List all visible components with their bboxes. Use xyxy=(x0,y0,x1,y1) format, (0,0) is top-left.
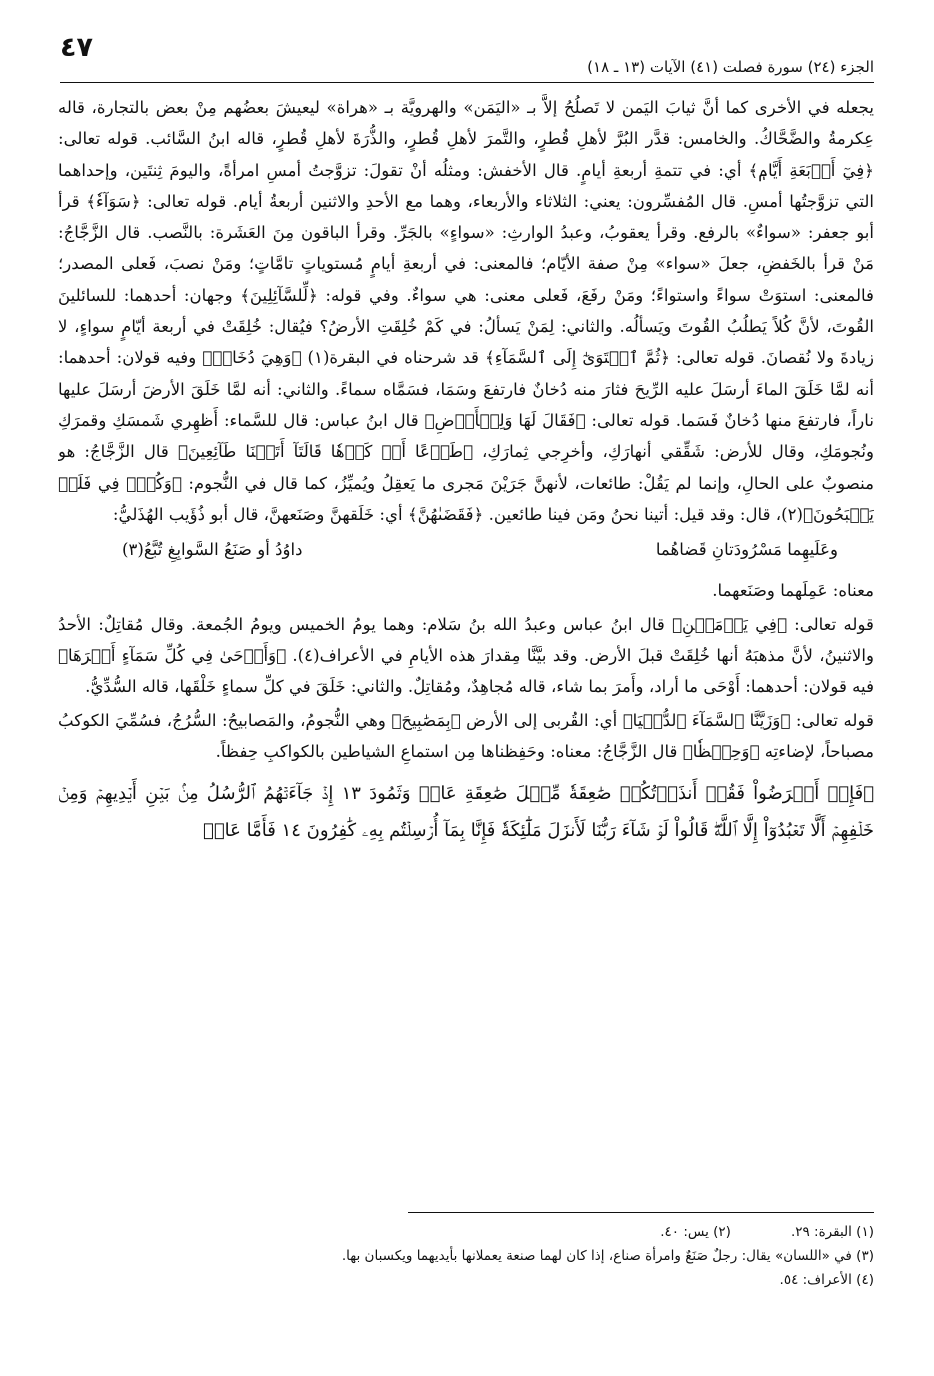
commentary-paragraph: قوله تعالى: ﴿فِي يَوۡمَيۡنِ﴾ قال ابنُ عباس وعبدُ الله بنُ سَلام: وهما يومُ الخميس ويومُ الجُمعة. وقال مُقاتِلٌ: الأحدُ والاثنينُ، لأنَّ مذهبَهُ أنها خُلِقَتْ قبلَ الأرض. وقد بيَّنَّا مِقدارَ هذه الأيامِ في الأعراف(٤). ﴿وَأَوۡحَىٰ فِي كُلِّ سَمَآءٍ أَمۡرَهَا﴾ فيه قولان: أحدهما: أَوْحَى ما أراد، وأَمرَ بما شاء، قاله مُجاهِدٌ، ومُقاتِلٌ. والثاني: خَلَقَ في كلِّ سماءٍ خَلْقَها، قاله السُّدِّيُّ. xyxy=(58,614,874,697)
poem-line xyxy=(58,534,874,565)
header-divider xyxy=(60,82,874,83)
page-number: ٤٧ xyxy=(60,32,93,63)
commentary-paragraph: قوله تعالى: ﴿وَزَيَّنَّا ٱلسَّمَآءَ ٱلدُّنۡيَا﴾ أي: القُربى إلى الأرض ﴿بِمَصَٰبِيحَ﴾ وهي النُّجومُ، والمَصابيحُ: السُّرُجُ، فسُمِّيَ الكوكبُ مصباحاً، لإضاءتِه ﴿وَحِفۡظٗا﴾ قال الزَّجَّاجُ: معناه: وحَفِظناها مِن استماعِ الشياطين بالكواكبِ حِفظاً. xyxy=(58,710,874,761)
footnote-row xyxy=(60,1244,874,1268)
poem-second-hemistich: داوُدُ أو صَنَعُ السَّوابِغِ تُبَّعُ(٣) xyxy=(122,540,303,560)
footnote: (٤) الأعراف: ٥٤. xyxy=(779,1272,874,1288)
footnote: (٣) في «اللسان» يقال: رجلٌ صَنَعٌ وامرأة صناع، إذا كان لهما صنعة يعملانها بأيديهما ويكسبان بها. xyxy=(341,1248,874,1264)
running-head: الجزء (٢٤) سورة فصلت (٤١) الآيات (١٣ ـ ١٨) xyxy=(587,58,874,76)
commentary-paragraph: معناه: عَمِلَهما وصَنَعهما. xyxy=(712,581,874,601)
poem-first-hemistich: وعَلَيهِما مَسْرُودَتانِ قَضاهُما xyxy=(655,540,838,560)
quran-verse-block: ﴿فَإِنۡ أَعۡرَضُواْ فَقُلۡ أَنذَرۡتُكُمۡ صَٰعِقَةٗ مِّثۡلَ صَٰعِقَةِ عَادٖ وَثَمُودَ ١٣ إِذۡ جَآءَتۡهُمُ ٱلرُّسُلُ مِنۢ بَيۡنِ أَيۡدِيهِمۡ وَمِنۡ خَلۡفِهِمۡ أَلَّا تَعۡبُدُوٓاْ إِلَّا ٱللَّهَۖ قَالُواْ لَوۡ شَآءَ رَبُّنَا لَأَنزَلَ مَلَٰٓئِكَةٗ فَإِنَّا بِمَآ أُرۡسِلۡتُم بِهِۦ كَٰفِرُونَ ١٤ فَأَمَّا عَادٞ xyxy=(58,783,874,842)
footnote-row xyxy=(60,1268,874,1292)
footnote-row xyxy=(60,1220,874,1244)
page-body xyxy=(58,92,874,1192)
footnote: (١) البقرة: ٢٩. xyxy=(790,1224,874,1240)
page-header xyxy=(60,30,874,86)
commentary-paragraph: يجعله في الأخرى كما أنَّ ثيابَ اليَمن لا تَصلُحُ إلاَّ بـ «اليَمَن» والهرويَّة بـ «هراة» ليعيشَ بعضُهم مِنْ بعض بالتجارة، قاله عِكرمةُ والضَّحَّاكُ. والخامس: قدَّر البُرَّ لأهلِ قُطرٍ، والتَّمرَ لأهلِ قُطرٍ، والذُّرَةَ لأهلِ قُطرٍ، قاله ابنُ السَّائب. قوله تعالى: ﴿فِيٓ أَرۡبَعَةِ أَيَّامٖ﴾ أي: في تتمةِ أربعةِ أيامٍ. قال الأخفش: ومثلُه أنْ تقولَ: تزوَّجتُ أمسِ امرأةً، واليومَ ثِنتَين، وإحداهما التي تزوَّجتُها أمسِ. قال المُفسِّرون: يعني: الثلاثاء والأربعاء، وهما مع الأحدِ والاثنين أربعةُ أيام. قوله تعالى: ﴿سَوَآءٗ﴾ قرأ أبو جعفر: «سواءٌ» بالرفع. وقرأ يعقوبُ، وعبدُ الوارثِ: «سواءٍ» بالجَرِّ. وقرأ الباقون مِنَ العَشَرة: بالنَّصب. قال الزَّجَّاجُ: مَنْ قرأ بالخَفضِ، جعلَ «سواء» مِنْ صفة الأيّام؛ فالمعنى: في أربعةِ أيامٍ مُستوياتٍ تامَّاتٍ؛ ومَنْ نصبَ، فَعلى المصدر؛ فالمعنى: استوَتْ سواءً واستواءً؛ ومَنْ رفَعَ، فَعلى معنى: هي سواءٌ. وفي قوله: ﴿لِّلسَّآئِلِينَ﴾ وجهان: أحدهما: للسائلينَ القُوتَ، لأنَّ كُلاً يَطلُبُ القُوتَ ويَسألُه. والثاني: لِمَنْ يَسألُ: في كَمْ خُلِقَتِ الأرضُ؟ فيُقال: خُلِقَتْ في أربعة أيّامٍ سواءٍ، لا زيادةَ ولا نُقصانَ. قوله تعالى: ﴿ثُمَّ ٱسۡتَوَىٰٓ إِلَى ٱلسَّمَآءِ﴾ قد شرحناه في البقرة(١) ﴿وَهِيَ دُخَانٞ﴾ وفيه قولان: أحدهما: أنه لمَّا خَلَقَ الماءَ أرسَلَ عليه الرِّيحَ فثارَ منه دُخانٌ فارتفعَ وسَمَا، فسَمَّاه سماءً. والثاني: أنه لمَّا خَلَقَ الأرضَ أرسَلَ عليها ناراً، فارتفعَ منها دُخانٌ فَسَما. قوله تعالى: ﴿فَقَالَ لَهَا وَلِلۡأَرۡضِ﴾ قال ابنُ عباس: قال للسَّماء: أَظهِري شَمسَكِ وقمرَكِ ونُجومَكِ، وقال للأرض: شَقِّقي أنهارَكِ، وأخرِجي ثِمارَكِ، ﴿طَوۡعًا أَوۡ كَرۡهٗا قَالَتَآ أَتَيۡنَا طَآئِعِينَ﴾ قال الزَّجَّاجُ: هو منصوبٌ على الحالِ، وإنما لم يَقُلْ: طائعات، لأنهنَّ جَرَيْنَ مَجرى ما يَعقِلُ ويُميِّزُ، كما قال في النُّجوم: ﴿وَكُلّٞ فِي فَلَكٖ يَسۡبَحُونَ﴾(٢)، قال: وقد قيل: أتينا نحنُ ومَن فينا طائعين. ﴿فَقَضَىٰهُنَّ﴾ أي: خَلَقهنَّ وصَنَعهنَّ، قال أبو ذُؤَيب الهُذَليُّ: xyxy=(58,98,874,524)
footnote: (٢) يس: ٤٠. xyxy=(660,1224,731,1240)
footnote-divider xyxy=(408,1212,874,1213)
footnotes xyxy=(60,1220,874,1292)
